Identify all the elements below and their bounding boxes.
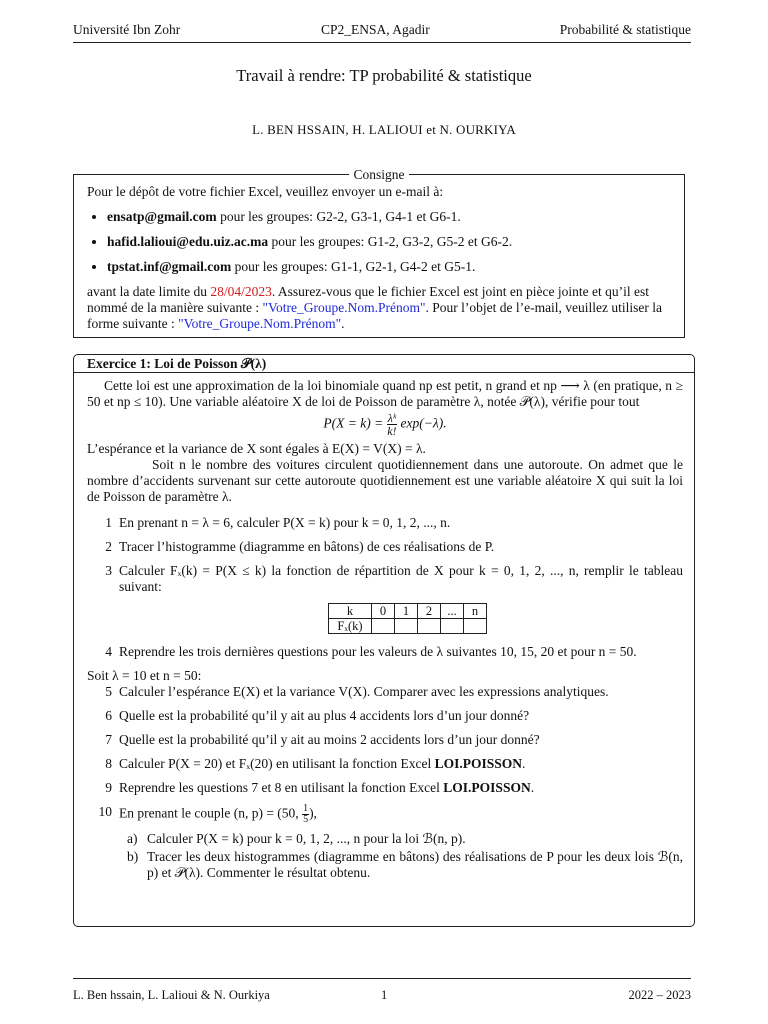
filename-format: "Votre_Groupe.Nom.Prénom" — [262, 300, 426, 315]
intro-paragraph: Cette loi est une approximation de la loi binomiale quand np est petit, n grand et np ⟶ λ (en pratique, n ≥ 50 et np ≤ 10). Une variable aléatoire X de loi de Poisson de paramètre λ, notée 𝒫(λ), vérifie pour tout — [87, 378, 683, 409]
fraction-one-fifth: $\frac{1}{5}$ — [303, 803, 309, 825]
header-university: Université Ibn Zohr — [73, 22, 181, 37]
consigne-box — [73, 167, 685, 338]
question-item: 10 En prenant le couple (n, p) = (50, $\frac{1}{5}$ ), a) Calculer P(X = k) pour k = 0, 1, 2, ..., n pour la loi ℬ(n, p). b) Tracer les deux histogrammes (diagramme en bâtons) des réalisations de P pour les deux lois ℬ(n, p) et 𝒫(λ). Commenter le résultat obtenu. — [98, 803, 683, 880]
exercise-title: Exercice 1: Loi de Poisson 𝒫(λ) — [74, 355, 694, 373]
deadline-date: 28/04/2023 — [210, 284, 272, 299]
footer-rule — [73, 978, 691, 979]
authors: L. BEN HSSAIN, H. LALIOUI et N. OURKIYA — [252, 122, 516, 137]
running-header — [73, 22, 691, 40]
poisson-formula: P(X = k) = $\frac{\text{λᵏ}}{k!}$ exp(−λ). — [323, 411, 447, 438]
cdf-table — [328, 603, 487, 634]
running-footer — [73, 988, 691, 1006]
header-class: CP2_ENSA, Agadir — [321, 22, 430, 37]
table-row: k 0 1 2 ... n — [329, 604, 487, 619]
question-item: 2 Tracer l’histogramme (diagramme en bâtons) de ces réalisations de P. — [105, 539, 495, 554]
question-4 — [87, 644, 683, 660]
question-item: 3 Calculer Fₓ(k) = P(X ≤ k) la fonction de répartition de X pour k = 0, 1, 2, ..., n, remplir le tableau suivant: — [105, 563, 683, 594]
context-paragraph: Soit n le nombre des voitures circulent quotidiennement dans une autoroute. On admet que le nombre d’accidents survenant sur cette autoroute quotidiennement est une variable aléatoire X qui suit la loi de Poisson de paramètre λ. — [87, 457, 683, 504]
document-title: Travail à rendre: TP probabilité & statistique — [236, 66, 532, 85]
exercise-body — [87, 378, 683, 889]
email-address[interactable]: hafid.lalioui@edu.uiz.ac.ma — [107, 234, 269, 249]
formula-fraction: $\frac{\text{λᵏ}}{k!}$ — [387, 411, 397, 438]
question-item: 6 Quelle est la probabilité qu’il y ait au plus 4 accidents lors d’un jour donné? — [105, 708, 530, 723]
header-course: Probabilité & statistique — [559, 22, 691, 37]
cdf-table-wrap — [87, 603, 683, 634]
page-number: 1 — [381, 988, 388, 1002]
sub-question-item: b) Tracer les deux histogrammes (diagramme en bâtons) des réalisations de P pour les deux lois ℬ(n, p) et 𝒫(λ). Commenter le résultat obtenu. — [127, 849, 683, 880]
consigne-intro: Pour le dépôt de votre fichier Excel, veuillez envoyer un e-mail à: — [87, 184, 444, 199]
sub-question-item: a) Calculer P(X = k) pour k = 0, 1, 2, ..., n pour la loi ℬ(n, p). — [127, 831, 466, 846]
soit-line: Soit λ = 10 et n = 50: — [87, 668, 202, 683]
sub-questions — [119, 831, 683, 881]
footer-year: 2022 – 2023 — [628, 988, 691, 1002]
question-item: 1 En prenant n = λ = 6, calculer P(X = k) pour k = 0, 1, 2, ..., n. — [105, 515, 451, 530]
subject-format: "Votre_Groupe.Nom.Prénom" — [178, 316, 342, 331]
email-item: • tpstat.inf@gmail.com pour les groupes: G1-1, G2-1, G4-2 et G5-1. — [107, 259, 675, 275]
email-item: • ensatp@gmail.com pour les groupes: G2-2, G3-1, G4-1 et G6-1. — [107, 209, 675, 225]
question-item: 7 Quelle est la probabilité qu’il y ait au moins 2 accidents lors d’un jour donné? — [105, 732, 540, 747]
question-item: 9 Reprendre les questions 7 et 8 en utilisant la fonction Excel LOI.POISSON. — [105, 780, 535, 795]
email-item: • hafid.lalioui@edu.uiz.ac.ma pour les groupes: G1-2, G3-2, G5-2 et G6-2. — [107, 234, 675, 250]
question-item: 5 Calculer l’espérance E(X) et la variance V(X). Comparer avec les expressions analytiques. — [105, 684, 609, 699]
question-item: 4 Reprendre les trois dernières questions pour les valeurs de λ suivantes 10, 15, 20 et pour n = 50. — [105, 644, 637, 659]
footer-authors: L. Ben hssain, L. Lalioui & N. Ourkiya — [73, 988, 270, 1002]
questions-list-b — [87, 684, 683, 881]
expectation-line: L’espérance et la variance de X sont égales à E(X) = V(X) = λ. — [87, 441, 426, 456]
exercise-box — [73, 354, 695, 927]
consigne-deadline-paragraph: avant la date limite du 28/04/2023. Assurez-vous que le fichier Excel est joint en pièce jointe et qu’il est nommé de la manière suivante : "Votre_Groupe.Nom.Prénom". Pour l’objet de l’e-mail, veuillez utiliser la forme suivante : "Votre_Groupe.Nom.Prénom". — [87, 284, 663, 331]
email-address[interactable]: tpstat.inf@gmail.com — [107, 259, 232, 274]
question-item: 8 Calculer P(X = 20) et Fₓ(20) en utilisant la fonction Excel LOI.POISSON. — [105, 756, 526, 771]
table-row: Fₓ(k) — [329, 619, 487, 634]
consigne-body — [87, 184, 675, 332]
email-address[interactable]: ensatp@gmail.com — [107, 209, 217, 224]
header-rule — [73, 42, 691, 43]
consigne-label: Consigne — [74, 166, 684, 183]
questions-list-a — [87, 515, 683, 595]
email-list — [87, 209, 675, 275]
